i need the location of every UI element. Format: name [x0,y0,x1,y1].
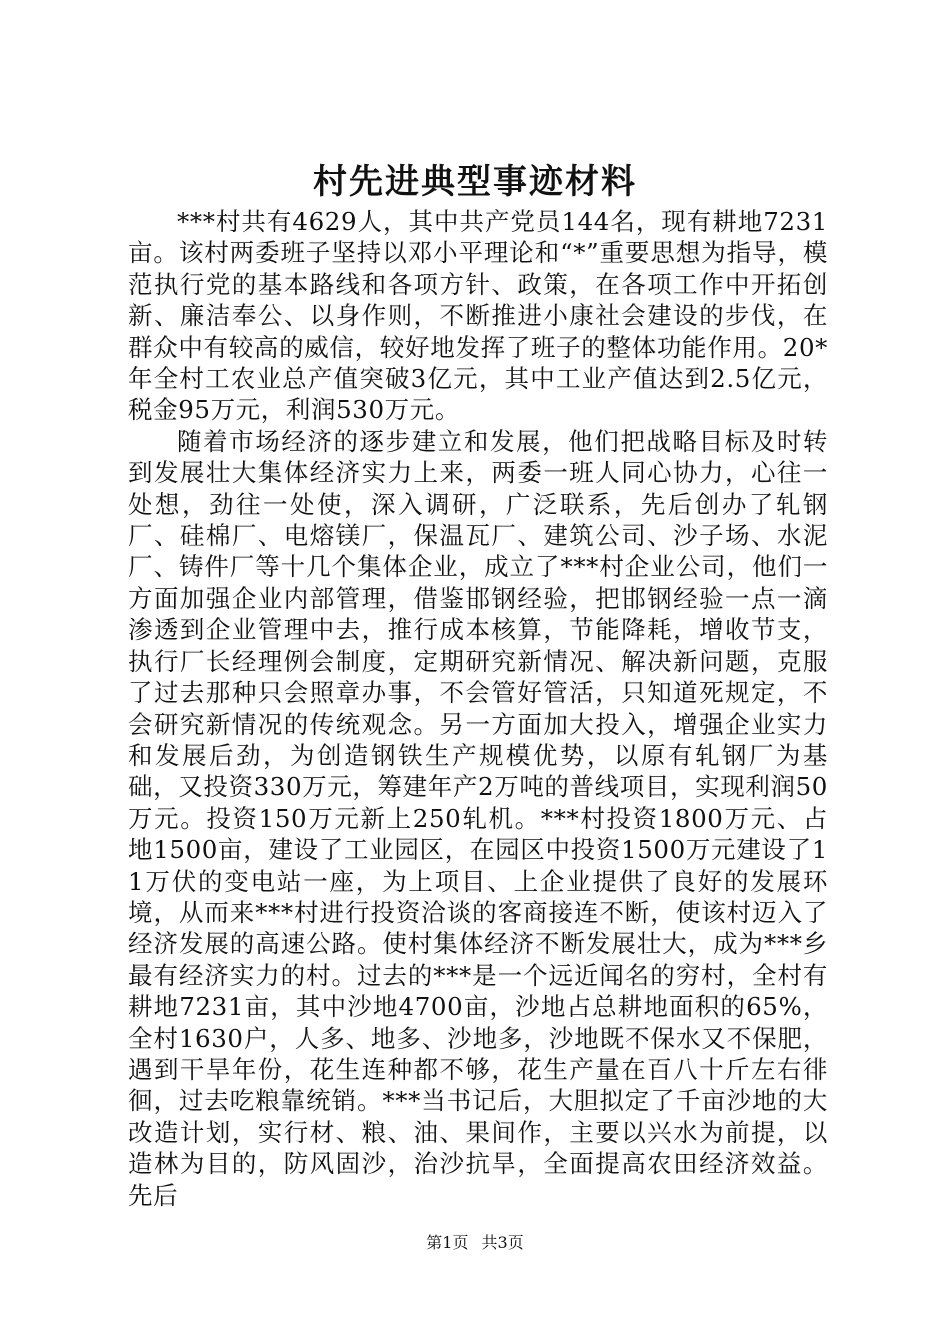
paragraph-2: 随着市场经济的逐步建立和发展，他们把战略目标及时转到发展壮大集体经济实力上来，两委一班人同心协力，心往一处想，劲往一处使，深入调研，广泛联系，先后创办了轧钢厂、硅棉厂、电熔镁厂，保温瓦厂、建筑公司、沙子场、水泥厂、铸件厂等十几个集体企业，成立了***村企业公司，他们一方面加强企业内部管理，借鉴邯钢经验，把邯钢经验一点一滴渗透到企业管理中去，推行成本核算，节能降耗，增收节支，执行厂长经理例会制度，定期研究新情况、解决新问题，克服了过去那种只会照章办事，不会管好管活，只知道死规定，不会研究新情况的传统观念。另一方面加大投入，增强企业实力和发展后劲，为创造钢铁生产规模优势，以原有轧钢厂为基础，又投资330万元，筹建年产2万吨的普线项目，实现利润50万元。投资150万元新上250轧机。***村投资1800万元、占地1500亩，建设了工业园区，在园区中投资1500万元建设了11万伏的变电站一座，为上项目、上企业提供了良好的发展环境，从而来***村进行投资洽谈的客商接连不断，使该村迈入了经济发展的高速公路。使村集体经济不断发展壮大，成为***乡最有经济实力的村。过去的***是一个远近闻名的穷村，全村有耕地7231亩，其中沙地4700亩，沙地占总耕地面积的65%，全村1630户，人多、地多、沙地多，沙地既不保水又不保肥，遇到干旱年份，花生连种都不够，花生产量在百八十斤左右徘徊，过去吃粮靠统销。***当书记后，大胆拟定了千亩沙地的大改造计划，实行材、粮、油、果间作，主要以兴水为前提，以造林为目的，防风固沙，治沙抗旱，全面提高农田经济效益。先后 [128,426,828,1210]
page-number: 第1页 [426,1233,469,1252]
page-total: 共3页 [481,1233,524,1252]
page-footer [0,1232,950,1254]
paragraph-1: ***村共有4629人，其中共产党员144名，现有耕地7231亩。该村两委班子坚持以邓小平理论和“*”重要思想为指导，模范执行党的基本路线和各项方针、政策，在各项工作中开拓创新、廉洁奉公、以身作则，不断推进小康社会建设的步伐，在群众中有较高的威信，较好地发挥了班子的整体功能作用。20*年全村工农业总产值突破3亿元，其中工业产值达到2.5亿元，税金95万元，利润530万元。 [128,207,828,425]
document-title: 村先进典型事迹材料 [313,162,637,202]
document-body [128,206,828,1211]
